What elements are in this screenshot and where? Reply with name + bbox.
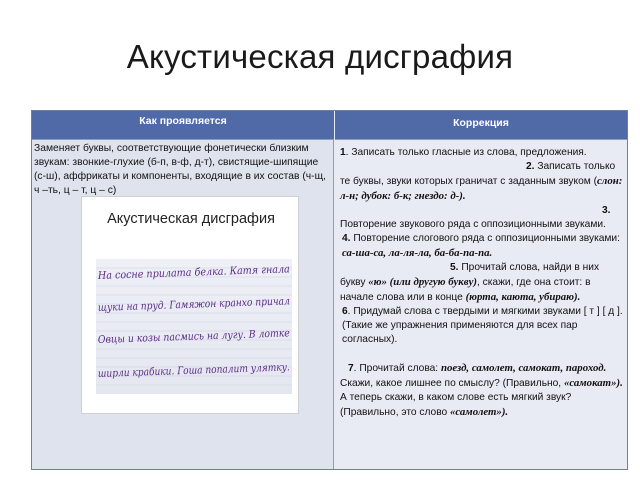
header-manifestation (32, 111, 334, 139)
correction-item-5 (340, 261, 624, 305)
correction-item-7 (340, 361, 624, 420)
handwriting-line-1: На сосне прилата белка. Катя гнала (97, 262, 309, 282)
item-text: . Прочитай слова: (353, 363, 441, 374)
handwriting-photo (81, 196, 322, 414)
item-number: 2. (526, 161, 535, 172)
item-number: 1 (340, 147, 346, 158)
correction-item-4 (340, 232, 624, 261)
slide-title: Акустическая дисграфия (126, 38, 514, 75)
photo-title: Акустическая дисграфия (107, 211, 275, 227)
item-text-cont: , скажи, где она стоит: в начале слова или в конце (340, 277, 591, 303)
item-example-3: «самолет»). (450, 406, 509, 418)
handwriting-line-3: Овцы и козы пасмись на лугу. В лотке (97, 326, 316, 346)
item-example-2: «самокат»). (563, 377, 623, 389)
item-text: . Придумай слова с твердыми и мягкими звуками [ т ] [ д ]. (Такие же упражнения применяются для всех пар согласных). (342, 306, 623, 345)
handwriting-lines (96, 259, 322, 394)
header-manifestation-label: Как проявляется (139, 115, 227, 127)
correction-item-6 (340, 305, 624, 347)
item-text: Повторение слогового ряда с оппозиционными звуками: (350, 233, 620, 244)
correction-item-3 (340, 204, 624, 232)
correction-list (340, 146, 624, 420)
item-number: 7 (348, 363, 354, 374)
correction-item-2 (340, 160, 624, 204)
item-text-cont: Скажи, какое лишнее по смыслу? (Правильно, (340, 378, 564, 389)
handwriting-line-4: ширли крабики. Гоша попалит улятку. (97, 360, 322, 380)
item-example: «ю» (или другую букву) (368, 276, 477, 288)
item-number: 3. (602, 205, 611, 216)
item-text-cont-2: А теперь скажи, в каком слове есть мягкий звук? (Правильно, это слово (340, 392, 572, 418)
item-text: Записать только те буквы, звуки которых граничат с заданным звуком ( (340, 161, 616, 187)
handwriting-line-2: щуки на пруд. Гамяжон кранхо причал (97, 294, 320, 314)
correction-item-1 (340, 146, 624, 160)
handwriting-sample (96, 259, 322, 394)
item-number: 4. (342, 233, 351, 244)
item-example: поезд, самолет, самокат, пароход. (440, 362, 607, 374)
header-correction-label: Коррекция (453, 117, 509, 129)
cell-correction (335, 139, 627, 469)
item-number: 6 (342, 306, 348, 317)
item-text: Повторение звукового ряда с оппозиционными звуками. (340, 219, 606, 230)
item-text: Прочитай слова, найди в них букву (340, 262, 600, 288)
manifestation-text: Заменяет буквы, соответствующие фонетически близким звукам: звонкие-глухие (б-п, в-ф, д-т), свистящие-шипящие (с-ш), аффрикаты и компоненты, входящие в их состав (ч-щ, ч –ть, ц – т, ц – с) (34, 143, 326, 196)
header-correction (335, 111, 627, 139)
item-example: са-ша-са, ла-ля-ла, ба-ба-па-па. (342, 247, 493, 259)
item-example: слон: л-н; дубок: б-к; гнездо: д-). (340, 175, 623, 202)
spacer (340, 347, 624, 361)
item-number: 5. (450, 262, 459, 273)
item-example-2: (юрта, каюта, убираю). (465, 291, 581, 303)
item-text: . Записать только гласные из слова, предложения. (345, 147, 587, 158)
